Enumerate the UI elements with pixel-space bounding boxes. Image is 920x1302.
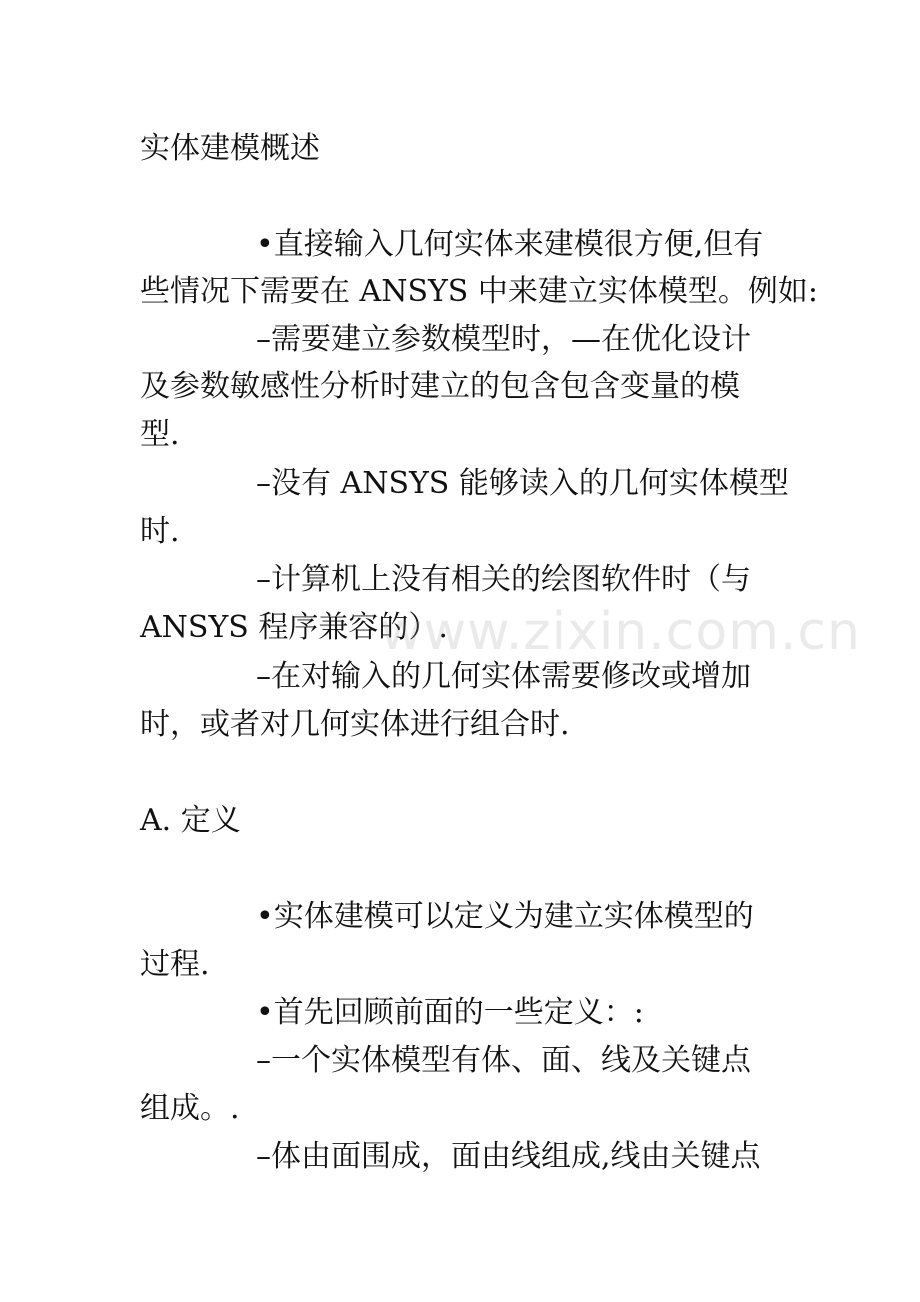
section-a-item-1-line-2: 组成。. bbox=[140, 1091, 240, 1126]
intro-item-1-line-2: 及参数敏感性分析时建立的包含包含变量的模 bbox=[140, 369, 740, 404]
section-a-bullet-2-line-1: •首先回顾前面的一些定义：: bbox=[256, 995, 644, 1030]
section-a-item-2-line-1: –体由面围成，面由线组成,线由关键点 bbox=[256, 1139, 761, 1174]
section-a-bullet-1-line-1: •实体建模可以定义为建立实体模型的 bbox=[256, 899, 754, 934]
section-a-item-1-line-1: –一个实体模型有体、面、线及关键点 bbox=[256, 1043, 751, 1078]
intro-bullet-line-2: 些情况下需要在 ANSYS 中来建立实体模型。例如: bbox=[140, 274, 819, 309]
intro-item-3-line-1: –计算机上没有相关的绘图软件时（与 bbox=[256, 562, 751, 597]
section-a-bullet-1-line-2: 过程. bbox=[140, 947, 210, 982]
intro-item-3-line-2: ANSYS 程序兼容的）. bbox=[140, 610, 448, 645]
intro-item-1-line-1: –需要建立参数模型时，—在优化设计 bbox=[256, 322, 751, 357]
intro-item-4-line-1: –在对输入的几何实体需要修改或增加 bbox=[256, 659, 751, 694]
intro-item-4-line-2: 时，或者对几何实体进行组合时. bbox=[140, 707, 570, 742]
intro-bullet-line-1: •直接输入几何实体来建模很方便,但有 bbox=[256, 227, 764, 262]
intro-item-1-line-3: 型. bbox=[140, 417, 180, 452]
section-a-heading: A. 定义 bbox=[140, 803, 241, 838]
document-title: 实体建模概述 bbox=[140, 131, 320, 166]
watermark-text: www.zixin.com.cn bbox=[380, 602, 861, 662]
intro-item-2-line-2: 时. bbox=[140, 514, 180, 549]
intro-item-2-line-1: –没有 ANSYS 能够读入的几何实体模型 bbox=[256, 466, 789, 501]
